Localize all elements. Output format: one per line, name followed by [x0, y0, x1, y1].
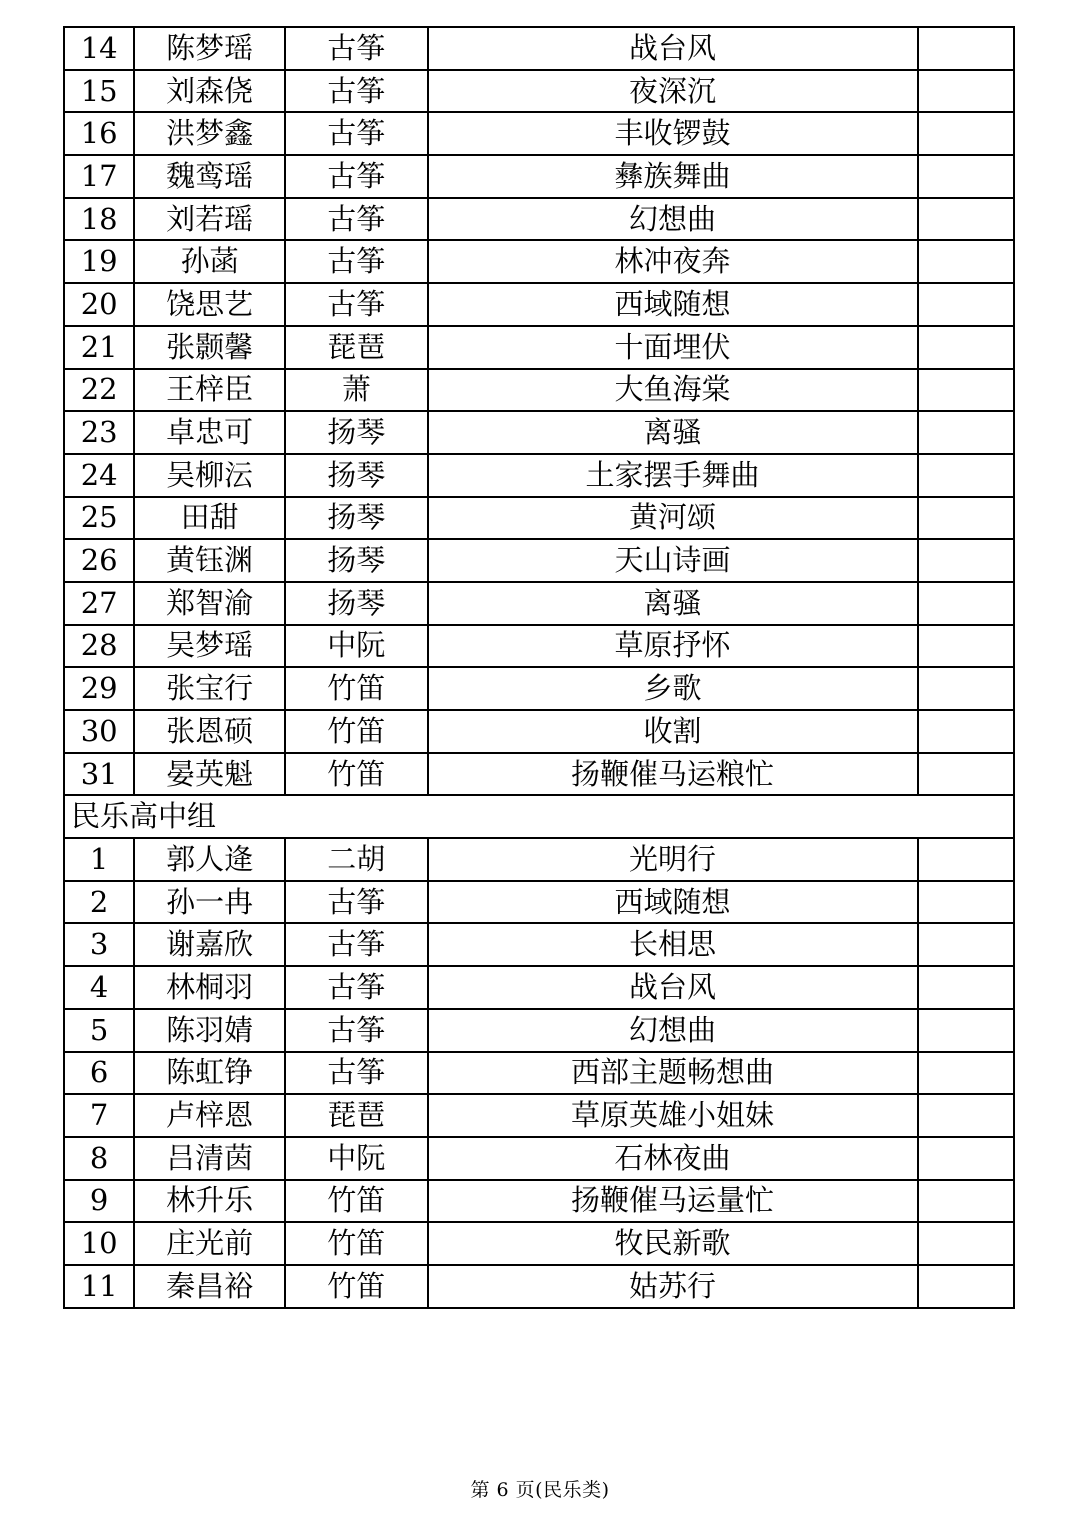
row-number: 24	[64, 454, 134, 497]
extra-cell	[918, 625, 1014, 668]
extra-cell	[918, 326, 1014, 369]
section-row	[64, 795, 1014, 838]
performer-name: 田甜	[134, 497, 285, 540]
table-row	[64, 240, 1014, 283]
instrument: 古筝	[285, 112, 428, 155]
piece-title: 夜深沉	[428, 70, 918, 113]
row-number: 22	[64, 369, 134, 412]
performer-name: 张恩硕	[134, 710, 285, 753]
piece-title: 长相思	[428, 923, 918, 966]
table-row	[64, 1052, 1014, 1095]
performer-name: 林升乐	[134, 1180, 285, 1223]
page-footer: 第 6 页(民乐类)	[470, 1479, 610, 1501]
extra-cell	[918, 881, 1014, 924]
extra-cell	[918, 710, 1014, 753]
table-row	[64, 1180, 1014, 1223]
row-number: 11	[64, 1265, 134, 1308]
table-row	[64, 710, 1014, 753]
row-number: 23	[64, 411, 134, 454]
performer-name: 吕清茵	[134, 1137, 285, 1180]
table-row	[64, 966, 1014, 1009]
table-row	[64, 625, 1014, 668]
instrument: 中阮	[285, 625, 428, 668]
extra-cell	[918, 70, 1014, 113]
performer-name: 陈虹铮	[134, 1052, 285, 1095]
extra-cell	[918, 240, 1014, 283]
instrument: 古筝	[285, 923, 428, 966]
piece-title: 扬鞭催马运粮忙	[428, 753, 918, 796]
piece-title: 幻想曲	[428, 1009, 918, 1052]
piece-title: 战台风	[428, 966, 918, 1009]
extra-cell	[918, 411, 1014, 454]
row-number: 26	[64, 539, 134, 582]
instrument: 竹笛	[285, 1180, 428, 1223]
row-number: 14	[64, 27, 134, 70]
instrument: 扬琴	[285, 454, 428, 497]
piece-title: 西域随想	[428, 283, 918, 326]
piece-title: 石林夜曲	[428, 1137, 918, 1180]
performer-name: 魏鸾瑶	[134, 155, 285, 198]
row-number: 18	[64, 198, 134, 241]
extra-cell	[918, 369, 1014, 412]
performer-name: 张宝行	[134, 667, 285, 710]
row-number: 30	[64, 710, 134, 753]
row-number: 21	[64, 326, 134, 369]
extra-cell	[918, 155, 1014, 198]
extra-cell	[918, 1094, 1014, 1137]
extra-cell	[918, 966, 1014, 1009]
row-number: 15	[64, 70, 134, 113]
row-number: 5	[64, 1009, 134, 1052]
performer-name: 谢嘉欣	[134, 923, 285, 966]
extra-cell	[918, 838, 1014, 881]
row-number: 2	[64, 881, 134, 924]
piece-title: 林冲夜奔	[428, 240, 918, 283]
performer-name: 林桐羽	[134, 966, 285, 1009]
section-title: 民乐高中组	[64, 795, 1014, 838]
piece-title: 战台风	[428, 27, 918, 70]
extra-cell	[918, 667, 1014, 710]
piece-title: 西域随想	[428, 881, 918, 924]
instrument: 竹笛	[285, 667, 428, 710]
row-number: 9	[64, 1180, 134, 1223]
table-row	[64, 838, 1014, 881]
piece-title: 扬鞭催马运量忙	[428, 1180, 918, 1223]
row-number: 20	[64, 283, 134, 326]
table-row	[64, 369, 1014, 412]
instrument: 扬琴	[285, 497, 428, 540]
extra-cell	[918, 753, 1014, 796]
extra-cell	[918, 1222, 1014, 1265]
extra-cell	[918, 1137, 1014, 1180]
instrument: 二胡	[285, 838, 428, 881]
row-number: 7	[64, 1094, 134, 1137]
instrument: 古筝	[285, 27, 428, 70]
row-number: 25	[64, 497, 134, 540]
table-row	[64, 1222, 1014, 1265]
piece-title: 乡歌	[428, 667, 918, 710]
piece-title: 草原抒怀	[428, 625, 918, 668]
piece-title: 离骚	[428, 411, 918, 454]
extra-cell	[918, 112, 1014, 155]
instrument: 竹笛	[285, 753, 428, 796]
row-number: 6	[64, 1052, 134, 1095]
row-number: 28	[64, 625, 134, 668]
table-row	[64, 539, 1014, 582]
table-row	[64, 283, 1014, 326]
extra-cell	[918, 539, 1014, 582]
piece-title: 大鱼海棠	[428, 369, 918, 412]
instrument: 竹笛	[285, 1222, 428, 1265]
piece-title: 彝族舞曲	[428, 155, 918, 198]
piece-title: 丰收锣鼓	[428, 112, 918, 155]
row-number: 27	[64, 582, 134, 625]
piece-title: 十面埋伏	[428, 326, 918, 369]
instrument: 琵琶	[285, 326, 428, 369]
piece-title: 幻想曲	[428, 198, 918, 241]
piece-title: 离骚	[428, 582, 918, 625]
table-row	[64, 326, 1014, 369]
instrument: 竹笛	[285, 1265, 428, 1308]
section-header	[64, 795, 1014, 838]
instrument: 萧	[285, 369, 428, 412]
instrument: 扬琴	[285, 582, 428, 625]
instrument: 古筝	[285, 283, 428, 326]
performer-name: 吴柳沄	[134, 454, 285, 497]
row-number: 8	[64, 1137, 134, 1180]
table-row	[64, 1137, 1014, 1180]
table-row	[64, 454, 1014, 497]
table-body-part1	[64, 27, 1014, 795]
extra-cell	[918, 27, 1014, 70]
piece-title: 收割	[428, 710, 918, 753]
table-row	[64, 155, 1014, 198]
performer-name: 洪梦鑫	[134, 112, 285, 155]
table-row	[64, 1094, 1014, 1137]
table-row	[64, 198, 1014, 241]
extra-cell	[918, 923, 1014, 966]
extra-cell	[918, 582, 1014, 625]
extra-cell	[918, 454, 1014, 497]
performer-name: 饶思艺	[134, 283, 285, 326]
instrument: 琵琶	[285, 1094, 428, 1137]
row-number: 29	[64, 667, 134, 710]
row-number: 19	[64, 240, 134, 283]
instrument: 古筝	[285, 1052, 428, 1095]
piece-title: 姑苏行	[428, 1265, 918, 1308]
piece-title: 天山诗画	[428, 539, 918, 582]
row-number: 10	[64, 1222, 134, 1265]
piece-title: 土家摆手舞曲	[428, 454, 918, 497]
performer-name: 吴梦瑶	[134, 625, 285, 668]
instrument: 中阮	[285, 1137, 428, 1180]
piece-title: 草原英雄小姐妹	[428, 1094, 918, 1137]
extra-cell	[918, 497, 1014, 540]
table-row	[64, 1265, 1014, 1308]
row-number: 1	[64, 838, 134, 881]
instrument: 古筝	[285, 1009, 428, 1052]
extra-cell	[918, 1052, 1014, 1095]
instrument: 古筝	[285, 240, 428, 283]
table-row	[64, 1009, 1014, 1052]
performer-name: 孙一冉	[134, 881, 285, 924]
instrument: 扬琴	[285, 539, 428, 582]
piece-title: 西部主题畅想曲	[428, 1052, 918, 1095]
instrument: 竹笛	[285, 710, 428, 753]
table-body-part2	[64, 838, 1014, 1308]
performer-name: 卓忠可	[134, 411, 285, 454]
piece-title: 黄河颂	[428, 497, 918, 540]
performer-name: 孙菡	[134, 240, 285, 283]
extra-cell	[918, 1265, 1014, 1308]
performer-name: 刘森侥	[134, 70, 285, 113]
row-number: 31	[64, 753, 134, 796]
row-number: 17	[64, 155, 134, 198]
instrument: 扬琴	[285, 411, 428, 454]
extra-cell	[918, 1009, 1014, 1052]
instrument: 古筝	[285, 70, 428, 113]
performer-name: 王梓臣	[134, 369, 285, 412]
extra-cell	[918, 1180, 1014, 1223]
row-number: 4	[64, 966, 134, 1009]
table-row	[64, 112, 1014, 155]
table-row	[64, 27, 1014, 70]
performer-name: 郭人逄	[134, 838, 285, 881]
performer-name: 秦昌裕	[134, 1265, 285, 1308]
table-row	[64, 497, 1014, 540]
table-row	[64, 70, 1014, 113]
piece-title: 牧民新歌	[428, 1222, 918, 1265]
instrument: 古筝	[285, 881, 428, 924]
instrument: 古筝	[285, 966, 428, 1009]
performer-name: 陈梦瑶	[134, 27, 285, 70]
performer-name: 张颢馨	[134, 326, 285, 369]
performer-name: 郑智渝	[134, 582, 285, 625]
performer-name: 陈羽婧	[134, 1009, 285, 1052]
table-row	[64, 881, 1014, 924]
instrument: 古筝	[285, 198, 428, 241]
piece-title: 光明行	[428, 838, 918, 881]
row-number: 16	[64, 112, 134, 155]
table-row	[64, 411, 1014, 454]
table-row	[64, 923, 1014, 966]
performer-table	[63, 26, 1015, 1309]
instrument: 古筝	[285, 155, 428, 198]
row-number: 3	[64, 923, 134, 966]
performer-name: 卢梓恩	[134, 1094, 285, 1137]
performer-name: 黄钰渊	[134, 539, 285, 582]
performer-name: 晏英魁	[134, 753, 285, 796]
table-row	[64, 582, 1014, 625]
performer-name: 庄光前	[134, 1222, 285, 1265]
performer-name: 刘若瑶	[134, 198, 285, 241]
table-row	[64, 667, 1014, 710]
table-row	[64, 753, 1014, 796]
extra-cell	[918, 283, 1014, 326]
extra-cell	[918, 198, 1014, 241]
